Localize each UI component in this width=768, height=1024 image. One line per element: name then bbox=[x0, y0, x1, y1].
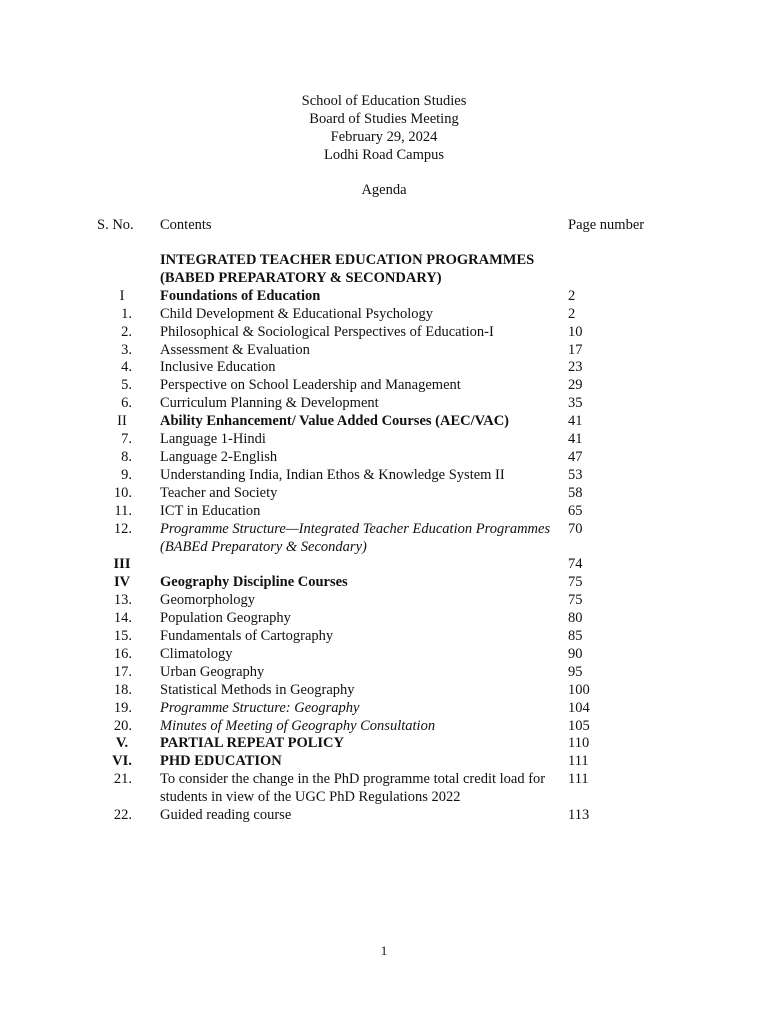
row-title: Climatology bbox=[160, 645, 233, 662]
row-title: INTEGRATED TEACHER EDUCATION PROGRAMMES (BABED PREPARATORY & SECONDARY) bbox=[160, 252, 535, 286]
row-title: Perspective on School Leadership and Management bbox=[160, 377, 461, 394]
row-number: 20. bbox=[113, 717, 132, 734]
row-number: 5. bbox=[121, 377, 132, 394]
row-title: To consider the change in the PhD programme total credit load for students in view of the UGC PhD Regulations 2022 bbox=[160, 771, 546, 806]
meeting-location: Lodhi Road Campus bbox=[323, 147, 445, 163]
column-headers bbox=[0, 216, 768, 234]
agenda-row bbox=[0, 377, 768, 395]
agenda-title: Agenda bbox=[361, 182, 407, 198]
page-number-header: Page number bbox=[568, 217, 645, 233]
row-page-number: 74 bbox=[568, 556, 583, 573]
row-page-number: 70 bbox=[568, 520, 583, 537]
row-title: Inclusive Education bbox=[160, 359, 276, 376]
agenda-row bbox=[0, 431, 768, 449]
row-page-number: 113 bbox=[568, 807, 590, 824]
row-title: Minutes of Meeting of Geography Consultation bbox=[160, 717, 436, 734]
meeting-name: Board of Studies Meeting bbox=[309, 111, 459, 127]
row-page-number: 105 bbox=[568, 717, 590, 734]
agenda-row bbox=[0, 449, 768, 467]
agenda-table bbox=[0, 252, 768, 825]
row-number: 21. bbox=[113, 771, 132, 788]
agenda-row bbox=[0, 359, 768, 377]
row-number: 9. bbox=[121, 466, 132, 483]
row-page-number: 75 bbox=[568, 592, 583, 609]
agenda-row bbox=[0, 700, 768, 718]
agenda-row bbox=[0, 718, 768, 736]
row-number: 12. bbox=[113, 520, 132, 537]
row-title bbox=[160, 556, 555, 574]
row-title: Curriculum Planning & Development bbox=[160, 395, 379, 412]
agenda-row bbox=[0, 574, 768, 592]
row-number: 14. bbox=[113, 610, 132, 627]
row-number: IV bbox=[113, 574, 131, 591]
row-page-number: 90 bbox=[568, 645, 583, 662]
row-title: ICT in Education bbox=[160, 502, 261, 519]
agenda-row bbox=[0, 485, 768, 503]
agenda-row bbox=[0, 771, 768, 807]
agenda-row bbox=[0, 252, 768, 288]
row-number: 18. bbox=[113, 681, 132, 698]
row-number: 3. bbox=[121, 341, 132, 358]
agenda-row bbox=[0, 646, 768, 664]
row-page-number: 65 bbox=[568, 502, 583, 519]
row-number: V. bbox=[115, 735, 129, 752]
row-page-number: 47 bbox=[568, 448, 583, 465]
row-number: VI. bbox=[112, 753, 132, 770]
row-title: Guided reading course bbox=[160, 807, 292, 824]
row-number: 13. bbox=[113, 592, 132, 609]
row-title: Fundamentals of Cartography bbox=[160, 628, 334, 645]
agenda-row bbox=[0, 610, 768, 628]
row-page-number: 110 bbox=[568, 735, 590, 752]
row-page-number: 111 bbox=[568, 753, 589, 770]
row-title: Philosophical & Sociological Perspectives of Education-I bbox=[160, 323, 494, 340]
row-number: 1. bbox=[121, 305, 132, 322]
row-title: Statistical Methods in Geography bbox=[160, 681, 355, 698]
row-title: Urban Geography bbox=[160, 663, 265, 680]
agenda-row bbox=[0, 467, 768, 485]
row-page-number: 111 bbox=[568, 771, 589, 788]
agenda-row bbox=[0, 395, 768, 413]
row-title: Language 1-Hindi bbox=[160, 431, 266, 448]
row-number: III bbox=[113, 556, 131, 573]
row-title: Programme Structure—Integrated Teacher Education Programmes (BABEd Preparatory & Secondary) bbox=[160, 520, 551, 555]
row-page-number: 23 bbox=[568, 359, 583, 376]
row-number: 22. bbox=[113, 807, 132, 824]
agenda-row bbox=[0, 288, 768, 306]
row-page-number: 80 bbox=[568, 610, 583, 627]
row-page-number: 2 bbox=[568, 305, 576, 322]
document-header bbox=[0, 92, 768, 199]
row-page-number: 29 bbox=[568, 377, 583, 394]
row-title: Foundations of Education bbox=[160, 287, 321, 304]
agenda-row bbox=[0, 556, 768, 574]
row-page-number: 85 bbox=[568, 628, 583, 645]
page-footer-number: 1 bbox=[380, 943, 388, 958]
agenda-row bbox=[0, 807, 768, 825]
row-title: Teacher and Society bbox=[160, 484, 278, 501]
row-title: Programme Structure: Geography bbox=[160, 699, 360, 716]
school-name: School of Education Studies bbox=[301, 93, 467, 109]
row-title: PARTIAL REPEAT POLICY bbox=[160, 735, 344, 752]
row-page-number: 95 bbox=[568, 663, 583, 680]
contents-header: Contents bbox=[160, 217, 212, 233]
agenda-row bbox=[0, 324, 768, 342]
agenda-row bbox=[0, 628, 768, 646]
row-page-number: 75 bbox=[568, 574, 583, 591]
agenda-row bbox=[0, 735, 768, 753]
row-page-number: 53 bbox=[568, 466, 583, 483]
row-title: Geography Discipline Courses bbox=[160, 574, 348, 591]
row-title: Ability Enhancement/ Value Added Courses (AEC/VAC) bbox=[160, 413, 509, 430]
row-number: 4. bbox=[121, 359, 132, 376]
meeting-date: February 29, 2024 bbox=[330, 129, 438, 145]
row-title: PHD EDUCATION bbox=[160, 753, 282, 770]
row-number: 2. bbox=[121, 323, 132, 340]
row-page-number: 41 bbox=[568, 431, 583, 448]
row-number: 8. bbox=[121, 448, 132, 465]
agenda-row bbox=[0, 753, 768, 771]
row-number: 11. bbox=[114, 502, 132, 519]
agenda-row bbox=[0, 682, 768, 700]
row-number: 6. bbox=[121, 395, 132, 412]
row-page-number: 10 bbox=[568, 323, 583, 340]
row-page-number: 17 bbox=[568, 341, 583, 358]
row-page-number: 2 bbox=[568, 287, 576, 304]
row-page-number: 104 bbox=[568, 699, 590, 716]
row-number: 19. bbox=[113, 699, 132, 716]
row-title: Language 2-English bbox=[160, 448, 278, 465]
row-page-number: 41 bbox=[568, 413, 583, 430]
agenda-row bbox=[0, 342, 768, 360]
row-number: II bbox=[117, 413, 127, 430]
agenda-row bbox=[0, 413, 768, 431]
agenda-row bbox=[0, 664, 768, 682]
row-number: 10. bbox=[113, 484, 132, 501]
row-number: 16. bbox=[113, 645, 132, 662]
sno-header: S. No. bbox=[97, 217, 134, 233]
row-page-number: 100 bbox=[568, 681, 590, 698]
agenda-row bbox=[0, 503, 768, 521]
agenda-row bbox=[0, 521, 768, 557]
row-page-number: 35 bbox=[568, 395, 583, 412]
row-title: Child Development & Educational Psychology bbox=[160, 305, 434, 322]
row-number: 17. bbox=[113, 663, 132, 680]
row-title: Assessment & Evaluation bbox=[160, 341, 310, 358]
row-number: I bbox=[119, 287, 125, 304]
row-title: Population Geography bbox=[160, 610, 291, 627]
row-number: 7. bbox=[121, 431, 132, 448]
row-title: Understanding India, Indian Ethos & Knowledge System II bbox=[160, 466, 505, 483]
agenda-row bbox=[0, 592, 768, 610]
row-number: 15. bbox=[113, 628, 132, 645]
agenda-row bbox=[0, 306, 768, 324]
row-title: Geomorphology bbox=[160, 592, 256, 609]
row-page-number: 58 bbox=[568, 484, 583, 501]
